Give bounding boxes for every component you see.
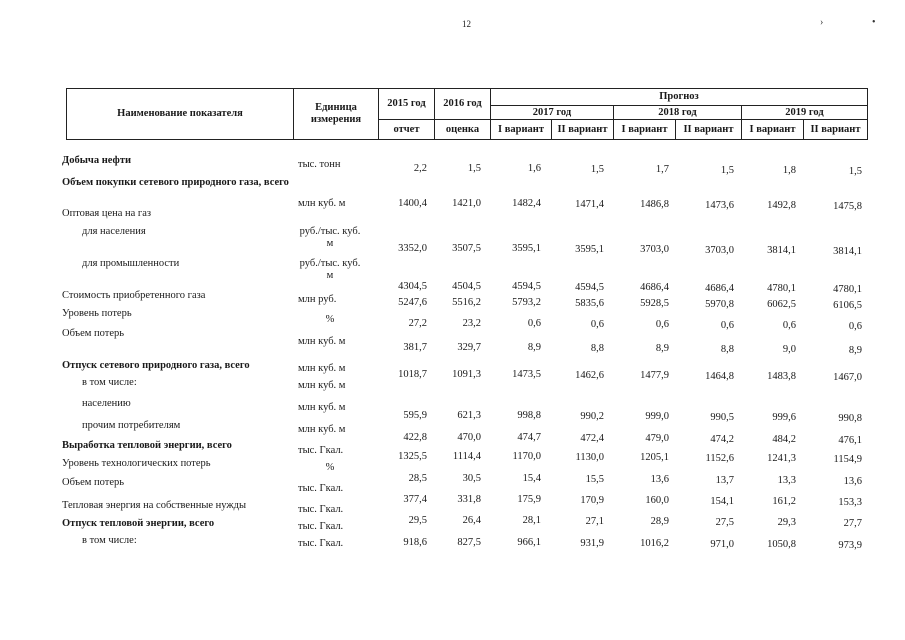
row-value: 1050,8 <box>767 539 796 551</box>
row-value: 28,5 <box>408 473 427 484</box>
row-value: 476,1 <box>838 435 862 446</box>
row-value: 973,9 <box>838 540 862 551</box>
row-value: 27,7 <box>843 518 862 529</box>
row-value: 4686,4 <box>640 282 669 294</box>
row-value: 15,5 <box>585 473 604 485</box>
row-value: 0,6 <box>527 318 541 329</box>
row-unit: млн куб. м <box>298 336 346 347</box>
row-unit: % <box>325 462 335 473</box>
row-value: 26,4 <box>462 515 481 526</box>
row-value: 966,1 <box>517 537 541 548</box>
row-name: Уровень технологических потерь <box>62 458 211 469</box>
row-value: 1154,9 <box>833 454 862 465</box>
row-value: 27,2 <box>408 318 427 329</box>
row-value: 15,4 <box>522 473 541 484</box>
row-value: 8,8 <box>720 343 734 355</box>
row-value: 1475,8 <box>833 201 862 212</box>
row-value: 1471,4 <box>575 198 604 210</box>
header-forecast: Прогноз <box>491 89 868 106</box>
row-value: 1018,7 <box>398 369 427 380</box>
row-value: 422,8 <box>403 432 427 443</box>
row-value: 3507,5 <box>452 243 481 254</box>
row-value: 990,8 <box>838 413 862 424</box>
row-value: 154,1 <box>710 495 734 507</box>
row-value: 23,2 <box>462 318 481 329</box>
row-name: Стоимость приобретенного газа <box>62 290 206 301</box>
row-value: 484,2 <box>772 434 796 446</box>
row-value: 175,9 <box>517 494 541 505</box>
row-value: 595,9 <box>403 410 427 421</box>
row-unit: тыс. тонн <box>298 159 341 170</box>
row-unit: млн куб. м <box>298 198 346 209</box>
row-name: Объем потерь <box>62 477 125 488</box>
row-value: 474,7 <box>517 432 541 443</box>
row-value: 474,2 <box>710 433 734 445</box>
corner-mark-1: › <box>820 17 824 28</box>
row-value: 1464,8 <box>705 370 734 382</box>
row-value: 329,7 <box>457 342 481 353</box>
row-value: 1,7 <box>655 164 669 176</box>
row-value: 827,5 <box>457 537 481 548</box>
row-value: 1,5 <box>720 164 734 176</box>
row-value: 1477,9 <box>640 370 669 382</box>
row-value: 3703,0 <box>705 244 734 256</box>
row-value: 1421,0 <box>452 198 481 209</box>
row-value: 1130,0 <box>575 451 604 463</box>
row-value: 8,8 <box>590 342 604 354</box>
row-value: 13,7 <box>715 474 734 486</box>
header-2017-v2: II вариант <box>552 120 614 140</box>
row-unit: руб./тыс. куб. м <box>299 258 361 282</box>
header-2018-v2: II вариант <box>676 120 742 140</box>
row-value: 472,4 <box>580 432 604 444</box>
header-2016: 2016 год <box>435 89 491 120</box>
row-value: 8,9 <box>527 342 541 353</box>
row-value: 990,2 <box>580 410 604 422</box>
row-value: 377,4 <box>403 494 427 505</box>
row-value: 1016,2 <box>640 538 669 550</box>
row-unit: тыс. Гкал. <box>298 445 344 456</box>
row-name: Объем покупки сетевого природного газа, всего <box>62 177 289 188</box>
header-2019: 2019 год <box>742 106 868 120</box>
row-value: 1483,8 <box>767 371 796 383</box>
row-value: 4686,4 <box>705 282 734 294</box>
row-value: 1,5 <box>848 166 862 177</box>
row-value: 8,9 <box>848 345 862 356</box>
row-value: 5970,8 <box>705 298 734 310</box>
row-value: 1241,3 <box>767 453 796 465</box>
header-name-column: Наименование показателя <box>67 89 294 140</box>
row-value: 1492,8 <box>767 200 796 212</box>
row-value: 3814,1 <box>833 246 862 257</box>
row-value: 4594,5 <box>575 281 604 293</box>
row-unit: млн куб. м <box>298 380 346 391</box>
row-value: 1114,4 <box>452 451 481 462</box>
row-value: 13,6 <box>650 474 669 486</box>
row-value: 170,9 <box>580 494 604 506</box>
row-value: 1,5 <box>467 163 481 174</box>
row-value: 1486,8 <box>640 199 669 211</box>
row-unit: млн куб. м <box>298 402 346 413</box>
row-value: 13,6 <box>843 476 862 487</box>
row-value: 971,0 <box>710 538 734 550</box>
row-value: 5928,5 <box>640 298 669 310</box>
row-value: 990,5 <box>710 411 734 423</box>
row-value: 6062,5 <box>767 299 796 311</box>
row-value: 1170,0 <box>512 451 541 462</box>
row-unit: % <box>325 314 335 325</box>
row-value: 1473,6 <box>705 199 734 211</box>
row-name: Отпуск тепловой энергии, всего <box>62 518 215 529</box>
header-2015: 2015 год <box>379 89 435 120</box>
row-name: Уровень потерь <box>62 308 132 319</box>
row-value: 998,8 <box>517 410 541 421</box>
row-value: 3703,0 <box>640 244 669 256</box>
row-value: 28,1 <box>522 515 541 526</box>
row-value: 5247,6 <box>398 297 427 308</box>
row-unit: млн куб. м <box>298 363 346 374</box>
header-2019-v2: II вариант <box>804 120 868 140</box>
header-2018-v1: I вариант <box>614 120 676 140</box>
row-name: Оптовая цена на газ <box>62 208 152 219</box>
row-value: 29,3 <box>777 517 796 529</box>
row-value: 28,9 <box>650 516 669 528</box>
row-name: населению <box>82 398 131 409</box>
header-2017-v1: I вариант <box>491 120 552 140</box>
row-value: 30,5 <box>462 473 481 484</box>
row-value: 5835,6 <box>575 297 604 309</box>
row-unit: тыс. Гкал. <box>298 504 344 515</box>
row-value: 160,0 <box>645 495 669 507</box>
header-report: отчет <box>379 120 435 140</box>
row-value: 621,3 <box>457 410 481 421</box>
row-value: 9,0 <box>782 344 796 356</box>
row-value: 0,6 <box>655 319 669 331</box>
row-value: 5793,2 <box>512 297 541 308</box>
row-value: 4780,1 <box>833 284 862 295</box>
row-value: 999,6 <box>772 412 796 424</box>
row-value: 8,9 <box>655 343 669 355</box>
row-value: 381,7 <box>403 342 427 353</box>
row-value: 1482,4 <box>512 198 541 209</box>
row-value: 13,3 <box>777 475 796 487</box>
row-value: 479,0 <box>645 433 669 445</box>
row-unit: тыс. Гкал. <box>298 538 344 549</box>
header-2017: 2017 год <box>491 106 614 120</box>
row-value: 470,0 <box>457 432 481 443</box>
row-name: для промышленности <box>82 258 180 269</box>
row-value: 0,6 <box>848 321 862 332</box>
row-value: 3352,0 <box>398 243 427 254</box>
row-value: 918,6 <box>403 537 427 548</box>
row-unit: млн куб. м <box>298 424 346 435</box>
row-value: 5516,2 <box>452 297 481 308</box>
header-estimate: оценка <box>435 120 491 140</box>
row-value: 0,6 <box>590 318 604 330</box>
row-unit: млн руб. <box>298 294 337 305</box>
row-value: 1091,3 <box>452 369 481 380</box>
row-value: 1,5 <box>590 163 604 175</box>
row-value: 1325,5 <box>398 451 427 462</box>
row-value: 4594,5 <box>512 281 541 292</box>
row-value: 153,3 <box>838 497 862 508</box>
row-value: 0,6 <box>782 320 796 332</box>
row-name: в том числе: <box>82 377 137 388</box>
row-value: 1462,6 <box>575 369 604 381</box>
row-value: 1205,1 <box>640 452 669 464</box>
row-value: 999,0 <box>645 411 669 423</box>
row-value: 0,6 <box>720 319 734 331</box>
row-unit: тыс. Гкал. <box>298 483 344 494</box>
row-value: 3814,1 <box>767 245 796 257</box>
row-value: 27,1 <box>585 515 604 527</box>
row-unit: руб./тыс. куб. м <box>299 226 361 250</box>
row-name: Отпуск сетевого природного газа, всего <box>62 360 250 371</box>
row-value: 29,5 <box>408 515 427 526</box>
row-value: 1152,6 <box>705 452 734 464</box>
row-name: в том числе: <box>82 535 137 546</box>
row-name: Объем потерь <box>62 328 125 339</box>
row-value: 1,8 <box>782 165 796 177</box>
row-name: Добыча нефти <box>62 155 132 166</box>
row-value: 27,5 <box>715 516 734 528</box>
row-value: 6106,5 <box>833 300 862 311</box>
row-value: 1473,5 <box>512 369 541 380</box>
row-value: 4780,1 <box>767 283 796 295</box>
row-value: 4304,5 <box>398 281 427 292</box>
row-value: 2,2 <box>413 163 427 174</box>
corner-mark-2: • <box>872 17 876 28</box>
row-value: 3595,1 <box>512 243 541 254</box>
row-name: для населения <box>82 226 146 237</box>
row-value: 1400,4 <box>398 198 427 209</box>
header-2018: 2018 год <box>614 106 742 120</box>
row-value: 931,9 <box>580 537 604 549</box>
row-name: Выработка тепловой энергии, всего <box>62 440 232 451</box>
header-2019-v1: I вариант <box>742 120 804 140</box>
row-value: 331,8 <box>457 494 481 505</box>
row-value: 161,2 <box>772 496 796 508</box>
row-name: Тепловая энергия на собственные нужды <box>62 500 247 511</box>
page-number: 12 <box>462 19 471 29</box>
row-value: 1467,0 <box>833 372 862 383</box>
header-unit-column: Единица измерения <box>294 89 379 140</box>
row-value: 4504,5 <box>452 281 481 292</box>
row-value: 3595,1 <box>575 243 604 255</box>
row-name: прочим потребителям <box>82 420 181 431</box>
row-value: 1,6 <box>527 163 541 174</box>
row-unit: тыс. Гкал. <box>298 521 344 532</box>
